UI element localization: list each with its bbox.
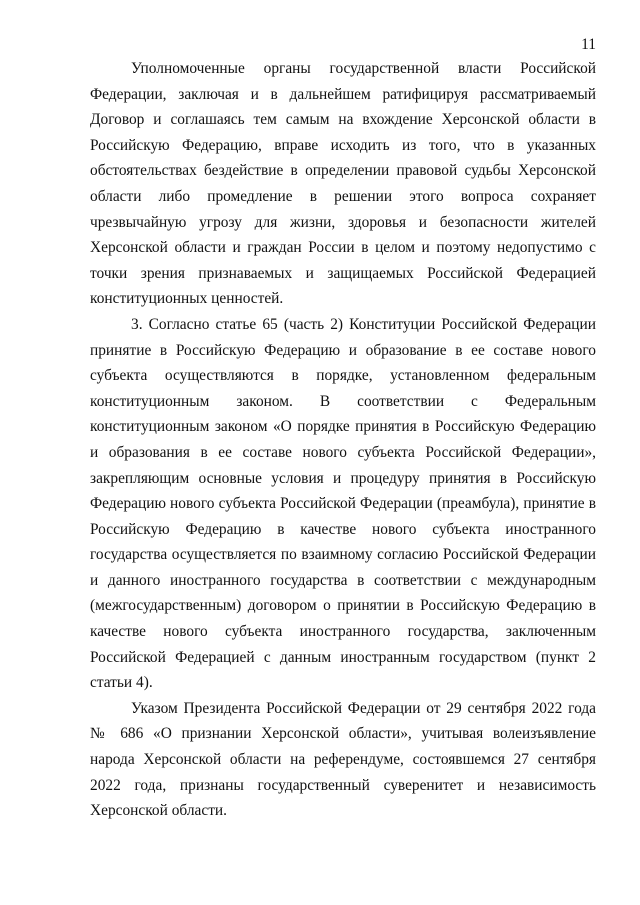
paragraph-article-65: 3. Согласно статье 65 (часть 2) Конституции Российской Федерации принятие в Российскую Федерацию и образование в ее составе нового субъекта осуществляются в порядке, установленном федеральным конституционным законом. В соответствии с Федеральным конституционным законом «О порядке принятия в Российскую Федерацию и образования в ее составе нового субъекта Российской Федерации», закрепляющим основные условия и процедуру принятия в Российскую Федерацию нового субъекта Российской Федерации (преамбула), принятие в Российскую Федерацию в качестве нового субъекта иностранного государства осуществляется по взаимному согласию Российской Федерации и данного иностранного государства в соответствии с международным (межгосударственным) договором о принятии в Российскую Федерацию в качестве нового субъекта иностранного государства, заключенным Российской Федерацией с данным иностранным государством (пункт 2 статьи 4). [90, 315, 596, 692]
paragraph-presidential-decree: Указом Президента Российской Федерации от 29 сентября 2022 года № 686 «О признании Херсонской области», учитывая волеизъявление народа Херсонской области на референдуме, состоявшемся 27 сентября 2022 года, признаны государственный суверенитет и независимость Херсонской области. [90, 699, 596, 820]
document-body [90, 56, 596, 824]
paragraph-constitutional-values: Уполномоченные органы государственной власти Российской Федерации, заключая и в дальнейшем ратифицируя рассматриваемый Договор и соглашаясь тем самым на вхождение Херсонской области в Российскую Федерацию, вправе исходить из того, что в указанных обстоятельствах бездействие в определении правовой судьбы Херсонской области либо промедление в решении этого вопроса сохраняет чрезвычайную угрозу для жизни, здоровья и безопасности жителей Херсонской области и граждан России в целом и поэтому недопустимо с точки зрения признаваемых и защищаемых Российской Федерацией конституционных ценностей. [90, 60, 596, 308]
page-number: 11 [581, 36, 596, 53]
